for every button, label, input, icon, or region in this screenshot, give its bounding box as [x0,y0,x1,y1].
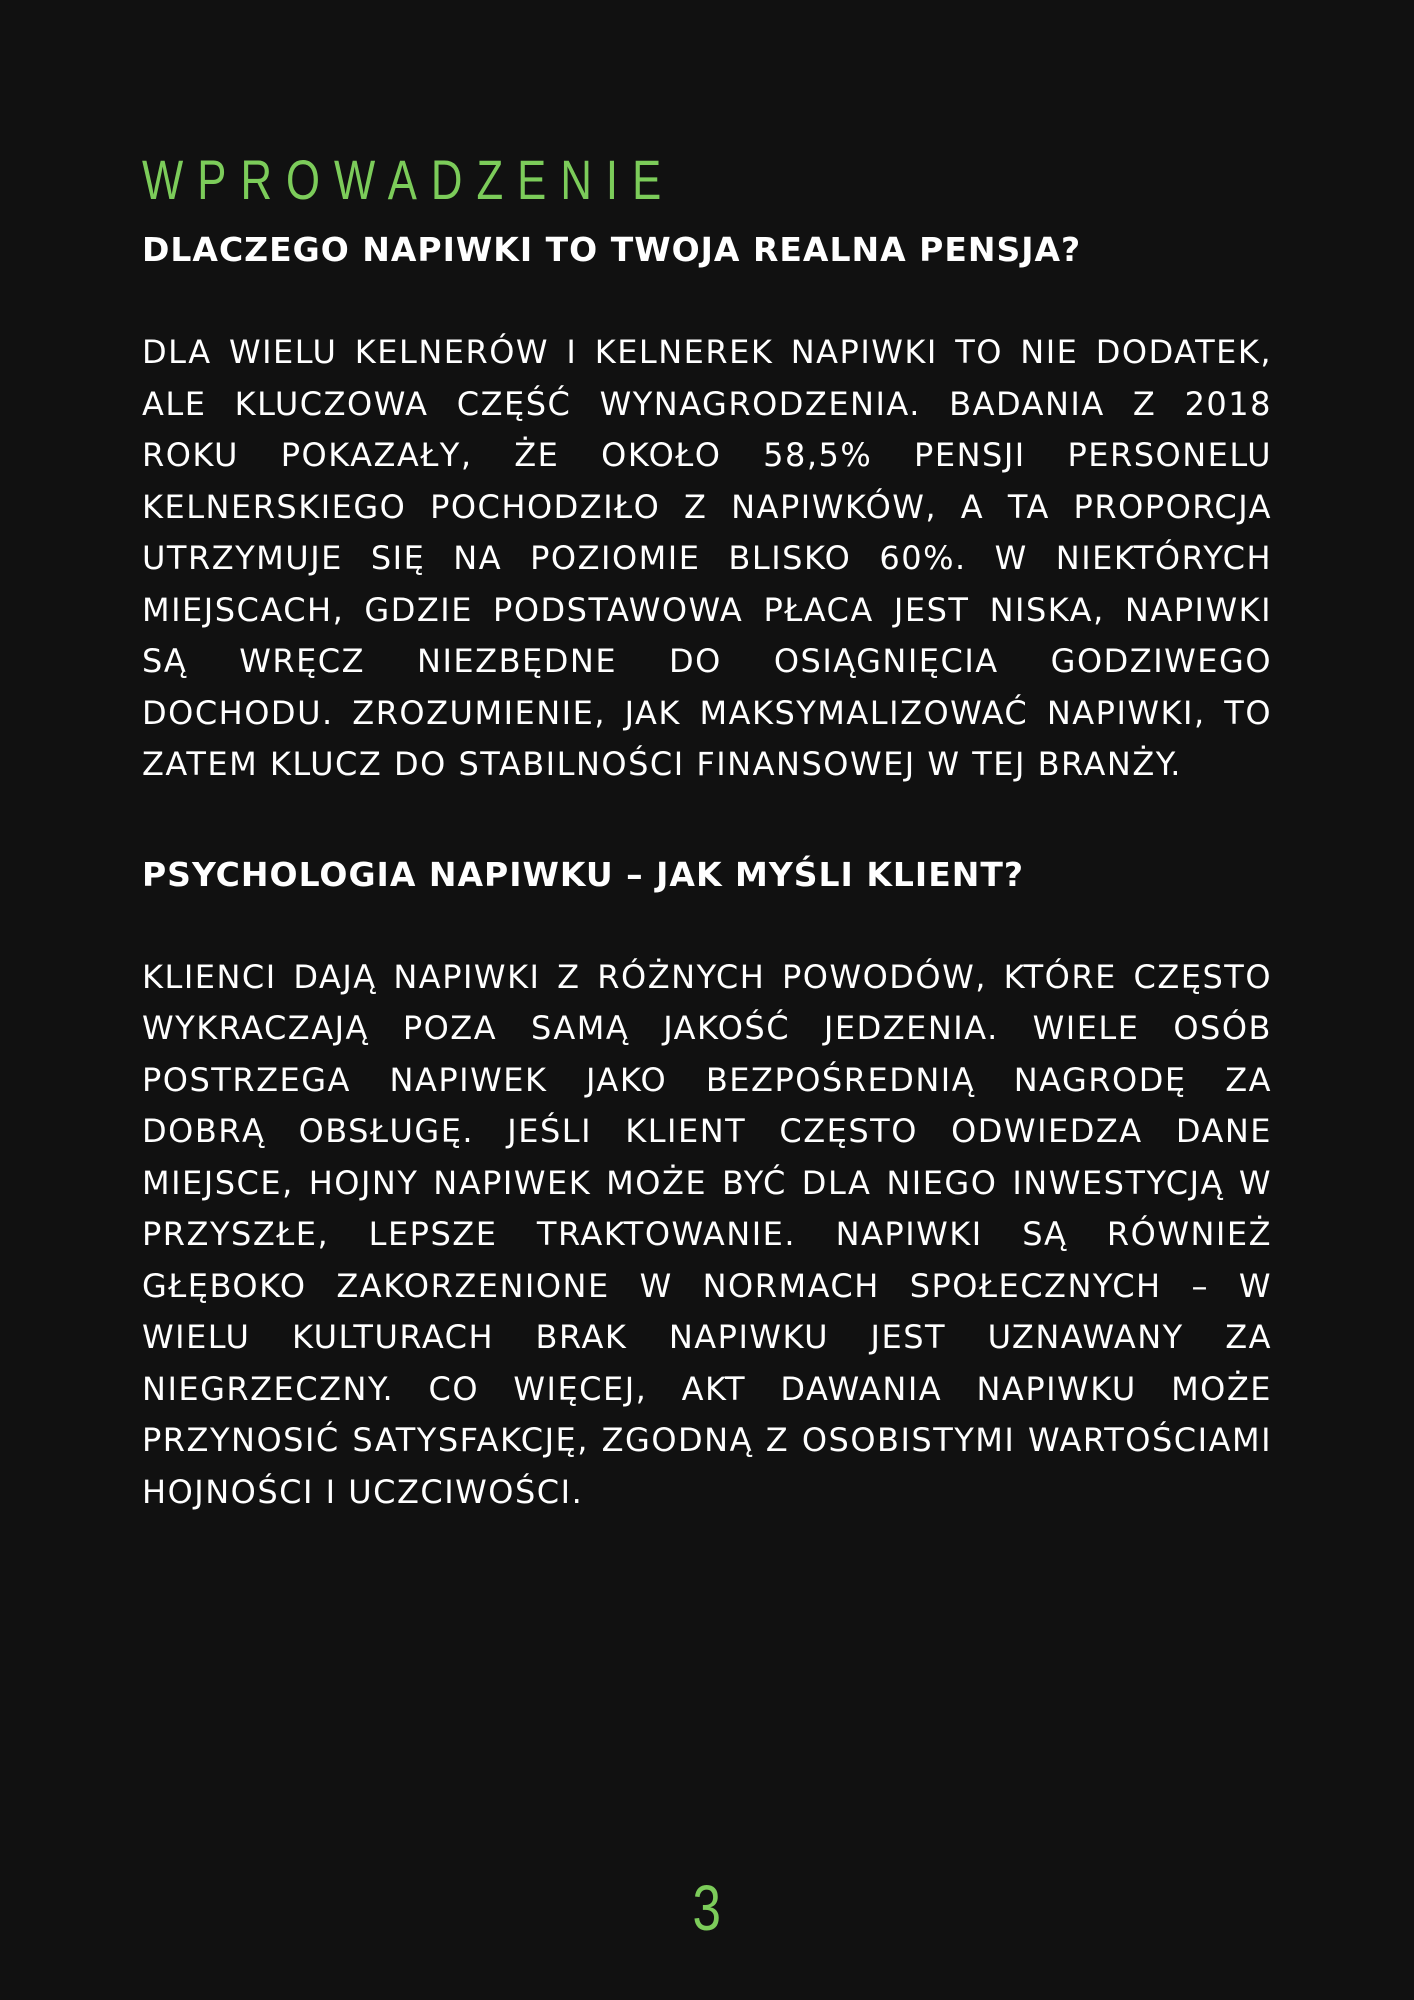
section-heading-tip-psychology: PSYCHOLOGIA NAPIWKU – JAK MYŚLI KLIENT? [142,854,1025,894]
section-body-tips-salary: DLA WIELU KELNERÓW I KELNEREK NAPIWKI TO NIE DODATEK, ALE KLUCZOWA CZĘŚĆ WYNAGRODZENIA. BADANIA Z 2018 ROKU POKAZAŁY, ŻE OKOŁO 58,5% PENSJI PERSONELU KELNERSKIEGO POCHODZIŁO Z NAPIWKÓW, A TA PROPORCJA UTRZYMUJE SIĘ NA POZIOMIE BLISKO 60%. W NIEKTÓRYCH MIEJSCACH, GDZIE PODSTAWOWA PŁACA JEST NISKA, NAPIWKI SĄ WRĘCZ NIEZBĘDNE DO OSIĄGNIĘCIA GODZIWEGO DOCHODU. ZROZUMIENIE, JAK MAKSYMALIZOWAĆ NAPIWKI, TO ZATEM KLUCZ DO STABILNOŚCI FINANSOWEJ W TEJ BRANŻY. [142,333,1272,783]
section-heading-tips-salary: DLACZEGO NAPIWKI TO TWOJA REALNA PENSJA? [142,230,1082,269]
page-number-value: 3 [692,1872,722,1944]
page-content [142,140,1272,1518]
chapter-title: WPROWADZENIE [142,148,676,211]
section-body-tip-psychology: KLIENCI DAJĄ NAPIWKI Z RÓŻNYCH POWODÓW, KTÓRE CZĘSTO WYKRACZAJĄ POZA SAMĄ JAKOŚĆ JEDZENIA. WIELE OSÓB POSTRZEGA NAPIWEK JAKO BEZPOŚREDNIĄ NAGRODĘ ZA DOBRĄ OBSŁUGĘ. JEŚLI KLIENT CZĘSTO ODWIEDZA DANE MIEJSCE, HOJNY NAPIWEK MOŻE BYĆ DLA NIEGO INWESTYCJĄ W PRZYSZŁE, LEPSZE TRAKTOWANIE. NAPIWKI SĄ RÓWNIEŻ GŁĘBOKO ZAKORZENIONE W NORMACH SPOŁECZNYCH – W WIELU KULTURACH BRAK NAPIWKU JEST UZNAWANY ZA NIEGRZECZNY. CO WIĘCEJ, AKT DAWANIA NAPIWKU MOŻE PRZYNOSIĆ SATYSFAKCJĘ, ZGODNĄ Z OSOBISTYMI WARTOŚCIAMI HOJNOŚCI I UCZCIWOŚCI. [142,957,1272,1511]
page-number [0,1868,1414,1948]
